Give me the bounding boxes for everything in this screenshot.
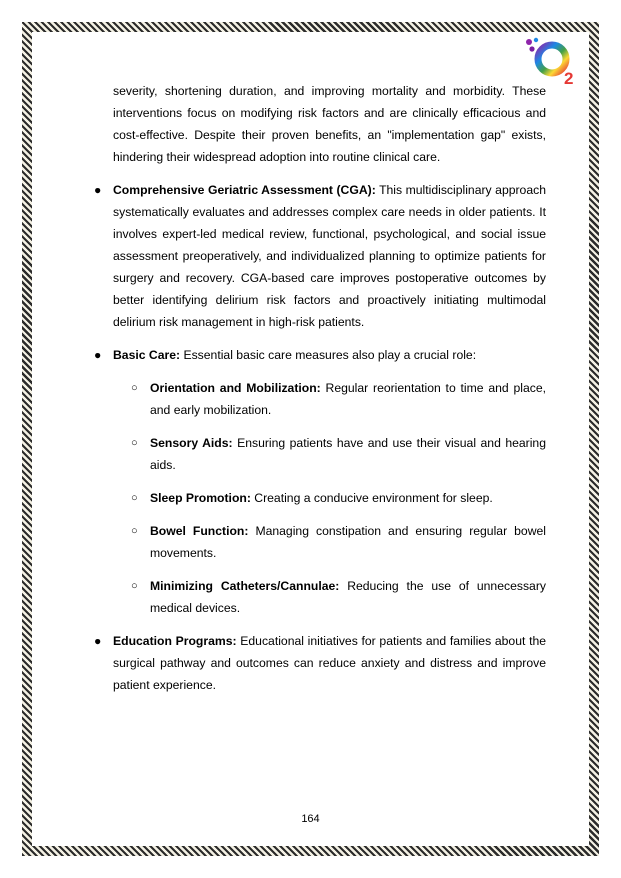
sub-bullet-marker: ○ — [131, 382, 138, 394]
sub-bullet-orientation — [86, 377, 546, 421]
sub-bullet-text: Creating a conducive environment for sleep. — [250, 491, 493, 505]
bullet-text: Essential basic care measures also play a crucial role: — [180, 348, 477, 362]
sub-bullet-minimizing-catheters — [86, 575, 546, 619]
sub-bullet-marker: ○ — [131, 525, 138, 537]
bullet-text: Educational initiatives for patients and families about the surgical pathway and outcomes can reduce anxiety and distress and improve patient experience. — [113, 634, 547, 692]
basic-care-sub-list — [86, 377, 546, 619]
bullet-item-basic-care — [86, 344, 546, 366]
sub-bullet-sleep-promotion — [86, 487, 546, 509]
sub-bullet-lead: Orientation and Mobilization: — [150, 381, 321, 395]
bullet-lead: Basic Care: — [113, 348, 181, 362]
sub-bullet-marker: ○ — [131, 437, 138, 449]
sub-bullet-lead: Sensory Aids: — [150, 436, 233, 450]
sub-bullet-marker: ○ — [131, 580, 138, 592]
sub-bullet-text: Ensuring patients have and use their visual and hearing aids. — [150, 436, 546, 472]
bullet-marker: ● — [94, 183, 102, 197]
page-number: 164 — [301, 813, 320, 825]
logo-bubble — [526, 39, 532, 45]
sub-bullet-sensory-aids — [86, 432, 546, 476]
sub-bullet-lead: Bowel Function: — [150, 524, 249, 538]
sub-bullet-bowel-function — [86, 520, 546, 564]
continued-paragraph: severity, shortening duration, and improving mortality and morbidity. These interventions focus on modifying risk factors and are clinically efficacious and cost-effective. Despite their proven benefits, an "implementation gap" exists, hindering their widespread adoption into routine clinical care. — [113, 84, 546, 164]
bullet-lead: Education Programs: — [113, 634, 237, 648]
sub-bullet-text: Regular reorientation to time and place, and early mobilization. — [150, 381, 546, 417]
sub-bullet-lead: Sleep Promotion: — [150, 491, 251, 505]
logo-bubble — [529, 46, 534, 51]
sub-bullet-marker: ○ — [131, 492, 138, 504]
logo-subscript: 2 — [564, 69, 574, 88]
document-body — [86, 80, 546, 696]
bullet-lead: Comprehensive Geriatric Assessment (CGA): — [113, 183, 376, 197]
bullet-item-education-programs — [86, 630, 546, 696]
bullet-marker: ● — [94, 348, 102, 362]
logo-ring — [538, 45, 566, 73]
bullet-text: This multidisciplinary approach systematically evaluates and addresses complex care needs in older patients. It involves expert-led medical review, functional, psychological, and social issue assessment preoperatively, and individualized planning to optimize patients for surgery and recovery. CGA-based care improves postoperative outcomes by better identifying delirium risk factors and proactively initiating multimodal delirium risk management in high-risk patients. — [113, 183, 546, 329]
sub-bullet-lead: Minimizing Catheters/Cannulae: — [150, 579, 340, 593]
sub-bullet-text: Reducing the use of unnecessary medical devices. — [150, 579, 546, 615]
bullet-marker: ● — [94, 634, 102, 648]
bullet-item-cga — [86, 179, 546, 333]
logo-bubble — [534, 38, 538, 42]
sub-bullet-text: Managing constipation and ensuring regular bowel movements. — [150, 524, 546, 560]
